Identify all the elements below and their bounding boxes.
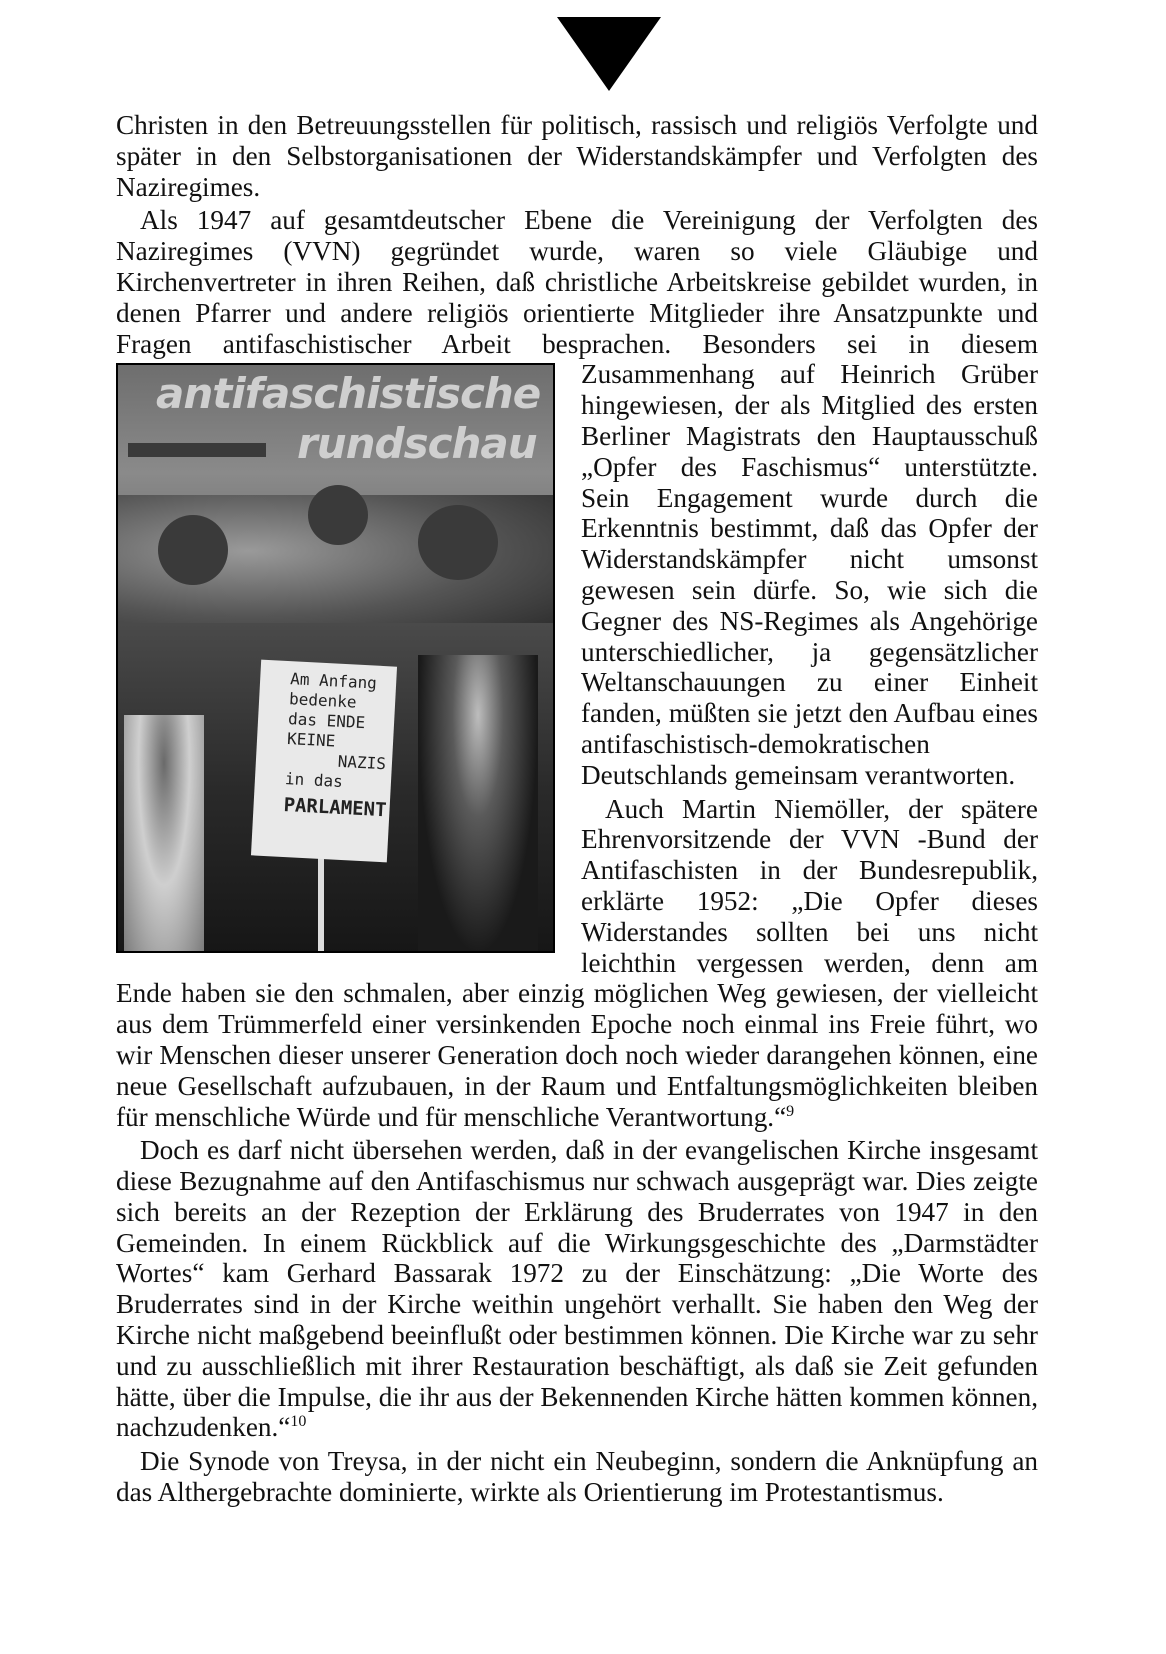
paragraph-1: Christen in den Betreuungsstellen für politisch, rassisch und religiös Verfolgte und später in den Selbstorganisationen der Widerstandskämpfer und Verfolgten des Naziregimes. — [116, 110, 1038, 202]
cover-title-line1: antifaschistische — [156, 369, 541, 419]
protest-sign: Am Anfang bedenke das ENDE KEINE NAZIS in das PARLAMENT — [251, 660, 397, 863]
paragraph-2 — [116, 205, 1038, 822]
woman-figure — [418, 655, 538, 953]
paragraph-5: Die Synode von Treysa, in der nicht ein Neubeginn, sondern die Anknüpfung an das Althergebrachte dominierte, wirkte als Orientierung im Protestantismus. — [116, 1446, 1038, 1508]
paragraph-4: Doch es darf nicht übersehen werden, daß in der evangelischen Kirche insgesamt diese Bezugnahme auf den Antifaschismus nur schwach ausgeprägt war. Dies zeigte sich bereits an der Rezeption der Erklärung des Bruderrates von 1947 in den Gemeinden. In einem Rückblick auf die Wirkungsgeschichte des „Darmstädter Wortes“ kam Gerhard Bassarak 1972 zu der Einschätzung: „Die Worte des Bruderrates sind in der Kirche weithin ungehört verhallt. Sie haben den Weg der Kirche nicht maßgebend beeinflußt oder bestimmen können. Die Kirche war zu sehr und zu ausschließlich mit ihrer Restauration beschäftigt, als daß sie Zeit gefunden hätte, über die Impulse, die ihr aus der Bekennenden Kirche hätten kommen können, nachzudenken.“$^{10}$ — [116, 1135, 1038, 1443]
child-figure — [124, 715, 204, 953]
paragraph-2-text-continued: Besonders sei in diesem Zusammenhang auf Heinrich Grüber hingewiesen, der als Mitglied des ersten Berliner Magistrats den Hauptausschuß „Opfer des Faschismus“ unterstützte. Sein Engagement wurde durch die Erkenntnis bestimmt, daß das Opfer der Widerstandskämpfer nicht umsonst gewesen sein dürfe. So, wie sich die Gegner des NS-Regimes als Angehörige unterschiedlicher, ja gegensätzlicher Weltanschauungen zu einer Einheit fanden, müßten sie jetzt den Aufbau eines antifaschistisch-demokratischen Deutschlands gemeinsam verantworten. — [581, 328, 1038, 790]
footnote-marker: 9 — [786, 1102, 795, 1120]
paragraph-3: Auch Martin Niemöller, der spätere Ehrenvorsitzende der VVN -Bund der Antifaschisten in der Bundesrepublik, erklärte 1952: „Die Opfer dieses Widerstandes sollten bei uns nicht leichthin vergessen werden, denn am Ende haben sie den schmalen, aber einzig möglichen Weg gewiesen, der vielleicht aus dem Trümmerfeld einer versinkenden Epoche noch einmal ins Freie führt, wo wir Menschen dieser unserer Generation doch noch wieder darangehen können, eine neue Gesellschaft aufzubauen, in der Raum und Entfaltungsmöglichkeiten bleiben für menschliche Würde und für menschliche Verantwortung.“$^9$ — [116, 793, 1038, 1132]
cover-title-line2: rundschau — [297, 419, 537, 469]
body-text — [116, 110, 1038, 1508]
footnote-marker: 10 — [290, 1413, 307, 1431]
paragraph-2-text: Als 1947 auf gesamtdeutscher Ebene die Vereinigung der Verfolgten des Naziregimes (VVN) gegründet wurde, waren so viele Gläubige und Kirchenvertreter in ihren Reihen, daß christliche Arbeitskreise gebildet wurden, in denen Pfarrer und andere religiös orientierte Mitglieder ihre Ansatzpunkte und Fragen antifaschistischer Arbeit besprachen. — [116, 205, 1038, 359]
down-triangle-icon — [557, 17, 661, 91]
magazine-cover-image — [116, 363, 555, 953]
